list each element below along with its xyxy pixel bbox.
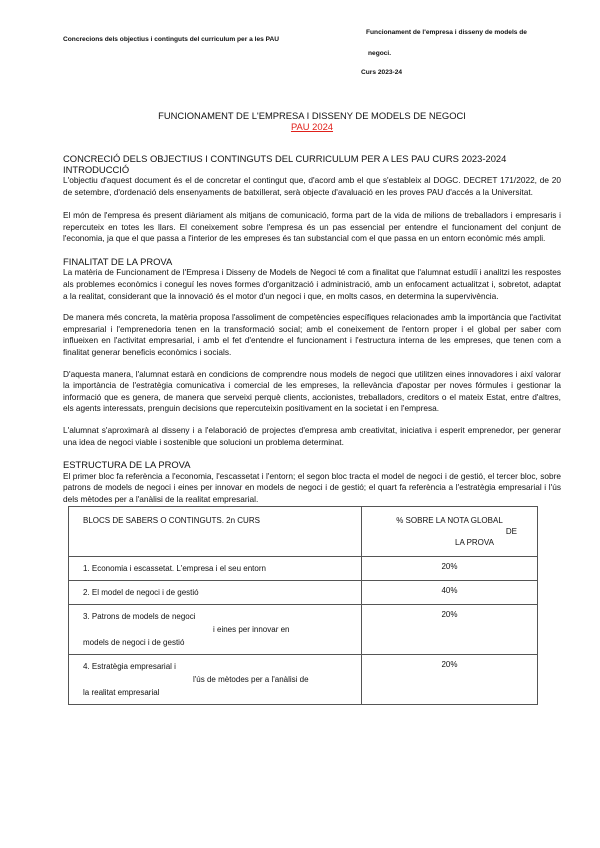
document-title (63, 110, 561, 132)
section-heading-estructura: ESTRUCTURA DE LA PROVA (63, 459, 191, 471)
table-cell-percent: 20% (362, 655, 538, 705)
bloc-4-label-line2: l'ús de mètodes per a l'anàlisi de (193, 675, 309, 685)
table-header-percent (362, 507, 538, 557)
finalitat-paragraph-3: D'aquesta manera, l'alumnat estarà en condicions de comprendre nous models de negoci que utilitzen eines innovadores i així valorar la importància de l'estratègia comunicativa i comercial de les empreses, la rellevància d'apostar per noves fórmules i gestionar la informació que es genera, de manera que serveixi perquè clients, accionistes, treballadors, creditors o el mateix Estat, entre d'altres, els agents interessats, prenguin decisions que repercuteixin positivament en la societat i en l'empresa. (63, 368, 561, 414)
table-row (69, 655, 538, 705)
bloc-1-label: 1. Economia i escassetat. L'empresa i el seu entorn (83, 564, 266, 574)
intro-paragraph-1: L'objectiu d'aquest document és el de concretar el contingut que, d'acord amb el que s'estableix al DOGC. DECRET 171/2022, de 20 de setembre, d'ordenació dels ensenyaments de batxillerat, serà objecte d'avaluació en les proves PAU d'accés a la Universitat. (63, 175, 561, 197)
header-right-line1: Funcionament de l'empresa i disseny de models de (366, 29, 527, 36)
finalitat-paragraph-4: L'alumnat s'aproximarà al disseny i a l'elaboració de projectes d'empresa amb creativitat, iniciativa i esperit emprenedor, per generar una idea de negoci viable i sostenible que solucioni un problema determinat. (63, 425, 561, 447)
section-heading-introduccio: INTRODUCCIÓ (63, 163, 130, 175)
table-cell-bloc (69, 581, 362, 605)
table-row (69, 581, 538, 605)
table-header-percent-line2: DE (505, 527, 517, 537)
table-cell-bloc (69, 605, 362, 655)
section-heading-concrecio: CONCRECIÓ DELS OBJECTIUS I CONTINGUTS DEL CURRICULUM PER A LES PAU CURS 2023-2024 (63, 153, 507, 164)
header-left: Concrecions dels objectius i continguts del curriculum per a les PAU (63, 36, 280, 43)
table-header-blocs: BLOCS DE SABERS O CONTINGUTS. 2n CURS (69, 507, 362, 557)
blocs-table (68, 506, 538, 705)
finalitat-paragraph-2: De manera més concreta, la matèria proposa l'assoliment de competències específiques relacionades amb la importància que l'activitat empresarial i l'emprenedoria tenen en la transformació social; amb el coneixement de l'entorn proper i el global per saber com influeixen en l'activitat empresarial, i amb el fet d'entendre el funcionament i l'estructura interna de les empreses, que tenen com a finalitat generar beneficis econòmics i socials. (63, 312, 561, 358)
title-pau: PAU 2024 (290, 121, 334, 132)
bloc-3-label-line3: models de negoci i de gestió (83, 638, 185, 648)
table-cell-percent: 20% (362, 605, 538, 655)
table-cell-percent: 20% (362, 557, 538, 581)
header-right-line3: Curs 2023-24 (361, 69, 403, 76)
table-header-percent-line3: LA PROVA (455, 538, 494, 548)
table-header-percent-line1: % SOBRE LA NOTA GLOBAL (396, 516, 503, 526)
table-header-row (69, 507, 538, 557)
title-main: FUNCIONAMENT DE L'EMPRESA I DISSENY DE MODELS DE NEGOCI (158, 110, 466, 121)
section-heading-finalitat: FINALITAT DE LA PROVA (63, 255, 173, 267)
bloc-4-label-line3: la realitat empresarial (83, 688, 160, 698)
table-cell-bloc (69, 655, 362, 705)
finalitat-paragraph-1: La matèria de Funcionament de l'Empresa i Disseny de Models de Negoci té com a finalitat que l'alumnat estudiï i analitzi les respostes als problemes econòmics i coneguí les noves formes d'organització i administració, amb un enfocament actualitzat i, sobretot, adaptat a la realitat, considerant que la innovació és el motor d'un negoci i que, en molts casos, en determina la supervivència. (63, 267, 561, 301)
table-row (69, 605, 538, 655)
table-cell-percent: 40% (362, 581, 538, 605)
table-row (69, 557, 538, 581)
table-cell-bloc (69, 557, 362, 581)
bloc-3-label-line2: i eines per innovar en (213, 625, 290, 635)
bloc-2-label: 2. El model de negoci i de gestió (83, 588, 199, 598)
bloc-3-label-line1: 3. Patrons de models de negoci (83, 612, 196, 622)
header-right-line2: negoci. (368, 50, 392, 57)
bloc-4-label-line1: 4. Estratègia empresarial i (83, 662, 176, 672)
estructura-paragraph-1: El primer bloc fa referència a l'economia, l'escassetat i l'entorn; el segon bloc tracta el model de negoci i de gestió, el tercer bloc, sobre patrons de models de negoci i eines per innovar en models de negoci i de gestió; el quart fa referència a l'estratègia empresarial i l'ús dels mètodes per a l'anàlisi de la realitat empresarial. (63, 470, 561, 504)
intro-paragraph-2: El món de l'empresa és present diàriament als mitjans de comunicació, forma part de la vida de milions de treballadors i empresaris i repercuteix en totes les llars. El coneixement sobre l'empresa és un pas essencial per entendre el funcionament del conjunt de l'economia, ja que el que passa a l'interior de les empreses és tan substancial com el que passa en un entorn econòmic més ampli. (63, 210, 561, 244)
document-body (63, 154, 561, 705)
header-right (361, 22, 566, 83)
